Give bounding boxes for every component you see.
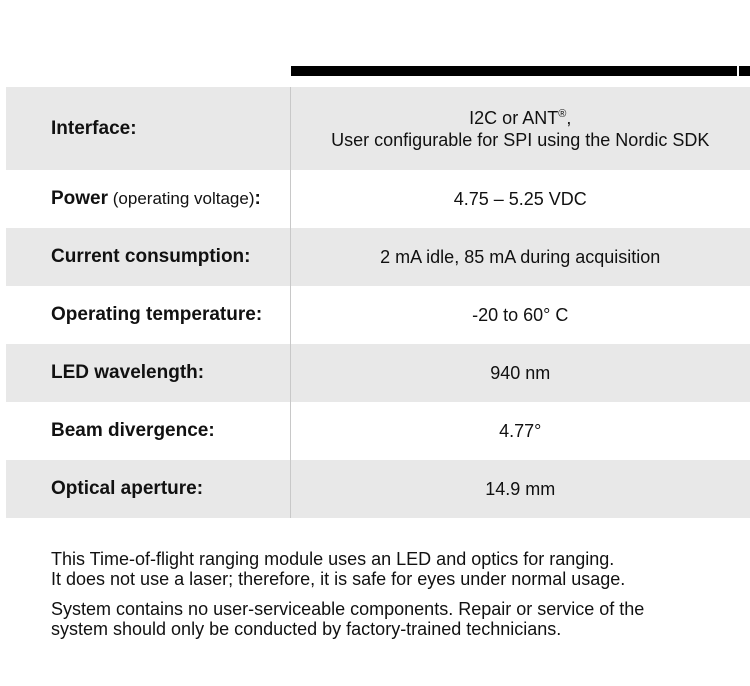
interface-value-line1: I2C or ANT	[469, 107, 559, 128]
service-note: System contains no user-serviceable components. Repair or service of the system should only be conducted by factory-trained technicians.	[51, 599, 645, 639]
spec-value: -20 to 60° C	[472, 305, 569, 325]
table-row-power	[6, 170, 750, 228]
spec-label: LED wavelength:	[6, 344, 290, 402]
eye-safety-note: This Time-of-flight ranging module uses an LED and optics for ranging. It does not use a laser; therefore, it is safe for eyes under normal usage.	[51, 549, 626, 589]
table-row-divergence	[6, 402, 750, 460]
specifications-table	[6, 87, 750, 518]
spec-value: 940 nm	[290, 344, 750, 402]
spec-label-note: (operating voltage)	[108, 189, 255, 208]
table-row-aperture	[6, 460, 750, 518]
spec-label: Operating temperature:	[6, 286, 290, 344]
header-rule	[291, 66, 750, 76]
safety-notes	[51, 549, 741, 649]
spec-value: 14.9 mm	[290, 460, 750, 518]
spec-label: Optical aperture:	[6, 460, 290, 518]
table-row-current	[6, 228, 750, 286]
spec-value: I2C or ANT®, User configurable for SPI using the Nordic SDK	[290, 87, 750, 170]
spec-label: Current consumption:	[6, 228, 290, 286]
table-row-interface	[6, 87, 750, 170]
spec-label: Power (operating voltage):	[6, 170, 290, 228]
spec-value: 2 mA idle, 85 mA during acquisition	[290, 228, 750, 286]
spec-value: 4.75 – 5.25 VDC	[453, 189, 587, 209]
spec-label: Interface:	[6, 87, 290, 170]
table-row-wavelength	[6, 344, 750, 402]
spec-value: 4.77°	[499, 421, 542, 441]
interface-value-line2: User configurable for SPI using the Nordic SDK	[331, 129, 710, 150]
spec-label: Beam divergence:	[6, 402, 290, 460]
header-rule-notch	[737, 66, 739, 76]
registered-mark: ®	[558, 107, 567, 120]
table-row-temperature	[6, 286, 750, 344]
